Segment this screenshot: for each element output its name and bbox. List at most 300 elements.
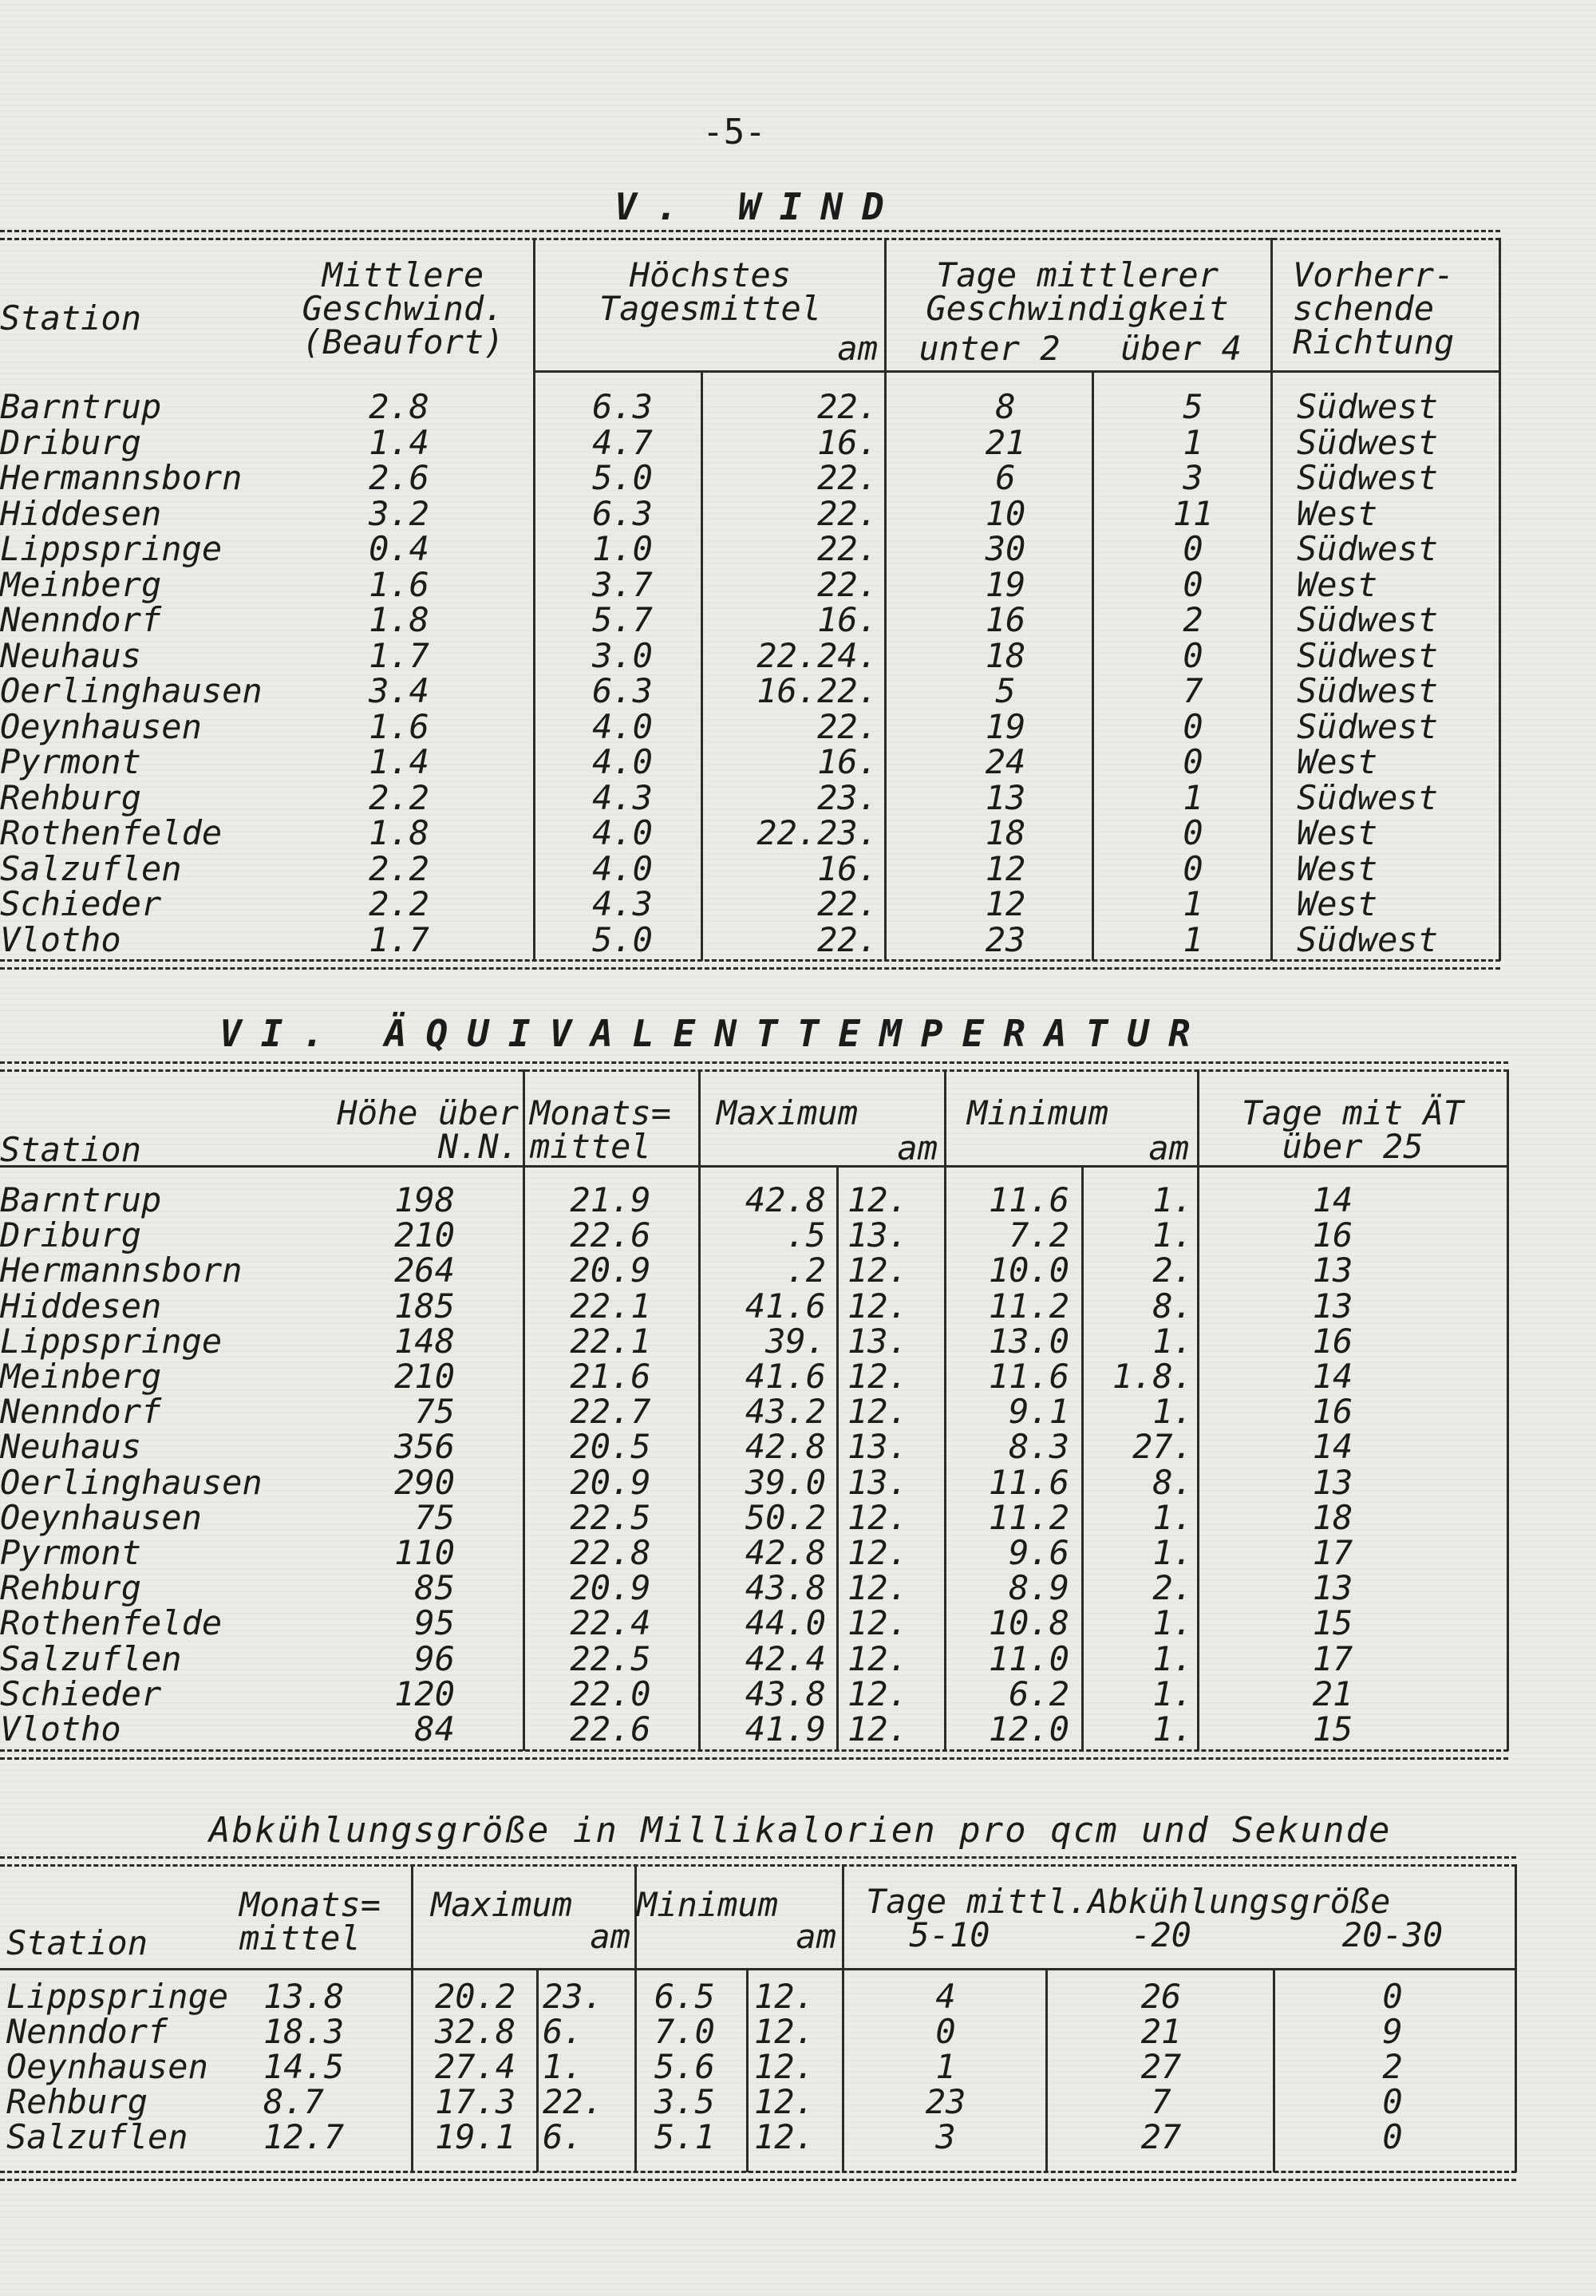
temp-cell-days: 13	[1312, 1286, 1353, 1326]
temp-cell-station: Vlotho	[0, 1709, 121, 1749]
temp-col-divider	[944, 1069, 946, 1751]
temp-cell-mean: 22.1	[570, 1286, 651, 1326]
cooling-cell-r3: 0	[1382, 1977, 1403, 2016]
wind-cell-mean: 1.8	[369, 600, 429, 639]
temp-cell-h: 264	[394, 1251, 455, 1290]
temp-cell-h: 148	[394, 1321, 455, 1361]
cooling-bottom-rule	[0, 2171, 1516, 2181]
wind-cell-max: 3.7	[592, 564, 653, 604]
temp-cell-h: 95	[414, 1603, 455, 1643]
wind-cell-max: 4.0	[592, 848, 653, 888]
temp-cell-station: Rehburg	[0, 1568, 142, 1608]
temp-cell-max_am: 12.	[847, 1251, 908, 1290]
wind-cell-mean: 1.4	[369, 742, 429, 781]
wind-cell-u2: 18	[985, 813, 1026, 852]
temp-header-height: Höhe über N.N.	[337, 1093, 519, 1166]
wind-cell-am: 16.	[817, 848, 878, 888]
temp-cell-days: 13	[1312, 1568, 1353, 1608]
wind-cell-mean: 2.2	[369, 848, 429, 888]
wind-cell-station: Hermannsborn	[0, 458, 243, 497]
wind-header-under-2: unter 2	[918, 329, 1061, 368]
temp-cell-max_am: 12.	[847, 1533, 908, 1572]
wind-cell-max: 4.3	[592, 884, 653, 923]
temp-cell-max_am: 12.	[847, 1180, 908, 1219]
wind-cell-mean: 1.6	[369, 564, 429, 604]
wind-cell-u2: 19	[985, 706, 1026, 746]
temp-cell-mean: 22.0	[570, 1674, 651, 1713]
wind-header-over-4: über 4	[1120, 329, 1242, 368]
temp-cell-days: 15	[1312, 1709, 1353, 1749]
temp-cell-days: 18	[1312, 1497, 1353, 1537]
temp-cell-days: 16	[1312, 1215, 1353, 1255]
temp-cell-days: 13	[1312, 1462, 1353, 1502]
cooling-cell-mean: 18.3	[263, 2012, 345, 2051]
cooling-header-monthly-mean: Monats= mittel	[239, 1885, 381, 1958]
temp-cell-station: Oeynhausen	[0, 1497, 202, 1537]
wind-cell-max: 4.7	[592, 422, 653, 462]
wind-cell-max: 1.0	[592, 529, 653, 568]
temp-cell-h: 75	[414, 1392, 455, 1432]
temp-cell-station: Hermannsborn	[0, 1251, 243, 1290]
wind-cell-o4: 0	[1183, 529, 1203, 568]
temp-cell-days: 13	[1312, 1251, 1353, 1290]
wind-col-divider	[533, 238, 535, 961]
temp-cell-days: 16	[1312, 1392, 1353, 1432]
wind-header-station: Station	[0, 298, 142, 338]
temp-col-divider	[836, 1167, 839, 1751]
temp-cell-min: 13.0	[988, 1321, 1069, 1361]
cooling-header-maximum: Maximum	[431, 1885, 573, 1924]
wind-col-divider	[884, 238, 887, 961]
page-number: -5-	[702, 112, 766, 152]
cooling-cell-r1: 0	[935, 2012, 956, 2051]
temp-cell-mean: 20.5	[570, 1427, 651, 1467]
wind-cell-dir: Südwest	[1297, 671, 1439, 710]
wind-cell-station: Salzuflen	[0, 848, 182, 888]
wind-cell-u2: 10	[985, 493, 1026, 533]
temp-cell-station: Salzuflen	[0, 1638, 182, 1678]
temp-cell-mean: 22.6	[570, 1709, 651, 1749]
cooling-col-divider	[536, 1970, 539, 2172]
temp-cell-max: 41.6	[745, 1357, 826, 1396]
temp-cell-max_am: 12.	[847, 1638, 908, 1678]
wind-cell-dir: Südwest	[1297, 529, 1439, 568]
wind-col-divider	[1499, 238, 1501, 961]
temp-cell-min_am: 27.	[1132, 1427, 1193, 1467]
temp-cell-mean: 22.6	[570, 1215, 651, 1255]
temp-cell-min: 11.2	[988, 1286, 1069, 1326]
temp-cell-station: Hiddesen	[0, 1286, 162, 1326]
wind-cell-station: Pyrmont	[0, 742, 142, 781]
cooling-cell-mean: 8.7	[263, 2082, 324, 2121]
wind-cell-max: 5.0	[592, 919, 653, 959]
temp-cell-h: 185	[394, 1286, 455, 1326]
cooling-header-days-mean: Tage mittl.Abkühlungsgröße	[866, 1882, 1391, 1921]
cooling-cell-max_am: 22.	[543, 2082, 603, 2121]
wind-cell-u2: 12	[985, 884, 1026, 923]
temp-col-divider	[1081, 1167, 1084, 1751]
cooling-cell-station: Oeynhausen	[6, 2047, 208, 2086]
temp-cell-mean: 22.4	[570, 1603, 651, 1643]
temp-cell-max: 44.0	[745, 1603, 826, 1643]
temp-header-maximum-am: am	[897, 1128, 938, 1168]
wind-cell-u2: 6	[995, 458, 1016, 497]
wind-cell-am: 22.	[817, 493, 878, 533]
wind-cell-station: Lippspringe	[0, 529, 223, 568]
wind-cell-station: Barntrup	[0, 387, 162, 426]
wind-cell-am: 22.	[817, 387, 878, 426]
wind-cell-am: 22.	[817, 529, 878, 568]
wind-cell-station: Nenndorf	[0, 600, 162, 639]
wind-header-max-daily: Höchstes Tagesmittel	[598, 255, 822, 328]
temp-header-monthly-mean: Monats= mittel	[530, 1093, 672, 1166]
cooling-cell-r3: 2	[1382, 2047, 1403, 2086]
temp-cell-days: 14	[1312, 1357, 1353, 1396]
temp-cell-days: 21	[1312, 1674, 1353, 1713]
wind-cell-dir: Südwest	[1297, 635, 1439, 675]
wind-cell-dir: Südwest	[1297, 458, 1439, 497]
cooling-cell-min_am: 12.	[754, 2047, 815, 2086]
temp-cell-min: 8.3	[1009, 1427, 1069, 1467]
temp-cell-days: 14	[1312, 1427, 1353, 1467]
temp-header-maximum: Maximum	[717, 1093, 859, 1132]
cooling-cell-r2: 27	[1140, 2117, 1182, 2156]
cooling-cell-r2: 27	[1140, 2047, 1182, 2086]
wind-cell-dir: West	[1297, 884, 1378, 923]
temp-cell-min: 11.6	[988, 1180, 1069, 1219]
wind-cell-mean: 0.4	[369, 529, 429, 568]
wind-cell-am: 16.22.	[757, 671, 878, 710]
wind-cell-dir: West	[1297, 564, 1378, 604]
wind-cell-am: 22.	[817, 884, 878, 923]
temp-cell-h: 84	[414, 1709, 455, 1749]
temp-cell-station: Nenndorf	[0, 1392, 162, 1432]
wind-cell-am: 16.	[817, 422, 878, 462]
wind-cell-mean: 2.8	[369, 387, 429, 426]
cooling-cell-r1: 4	[935, 1977, 956, 2016]
temp-cell-min_am: 1.	[1152, 1392, 1193, 1432]
cooling-cell-min: 7.0	[654, 2012, 715, 2051]
wind-cell-mean: 3.4	[369, 671, 429, 710]
wind-col-divider	[1270, 238, 1273, 961]
wind-cell-o4: 1	[1183, 422, 1203, 462]
temp-cell-min: 7.2	[1009, 1215, 1069, 1255]
temp-cell-max_am: 12.	[847, 1286, 908, 1326]
cooling-cell-r2: 7	[1151, 2082, 1171, 2121]
wind-cell-am: 16.	[817, 600, 878, 639]
wind-cell-am: 22.24.	[757, 635, 878, 675]
cooling-header-minimum-am: am	[796, 1917, 836, 1956]
cooling-cell-min: 5.6	[654, 2047, 715, 2086]
cooling-cell-mean: 14.5	[263, 2047, 345, 2086]
temp-cell-mean: 22.5	[570, 1638, 651, 1678]
cooling-cell-max_am: 6.	[543, 2117, 583, 2156]
wind-cell-station: Oerlinghausen	[0, 671, 263, 710]
temp-cell-max_am: 13.	[847, 1427, 908, 1467]
wind-cell-max: 4.0	[592, 706, 653, 746]
wind-cell-u2: 23	[985, 919, 1026, 959]
temp-cell-min: 9.1	[1009, 1392, 1069, 1432]
wind-header-max-daily-am: am	[837, 329, 878, 368]
wind-header-mean-speed: Mittlere Geschwind. (Beaufort)	[302, 255, 504, 362]
temp-section-title: VI. ÄQUIVALENTTEMPERATUR	[219, 1012, 1210, 1055]
temp-cell-min: 10.8	[988, 1603, 1069, 1643]
temp-cell-min_am: 8.	[1152, 1462, 1193, 1502]
wind-cell-u2: 24	[985, 742, 1026, 781]
temp-cell-min: 11.2	[988, 1497, 1069, 1537]
wind-cell-station: Driburg	[0, 422, 142, 462]
temp-cell-h: 210	[394, 1215, 455, 1255]
wind-cell-max: 6.3	[592, 493, 653, 533]
temp-cell-min_am: 1.	[1152, 1674, 1193, 1713]
wind-cell-station: Rothenfelde	[0, 813, 223, 852]
temp-cell-max_am: 12.	[847, 1674, 908, 1713]
temp-cell-mean: 22.7	[570, 1392, 651, 1432]
wind-cell-dir: Südwest	[1297, 422, 1439, 462]
cooling-col-divider	[1273, 1970, 1275, 2172]
temp-cell-station: Rothenfelde	[0, 1603, 223, 1643]
temp-header-days-with: Tage mit ÄT über 25	[1241, 1093, 1464, 1166]
temp-cell-mean: 20.9	[570, 1251, 651, 1290]
temp-cell-max: 41.6	[745, 1286, 826, 1326]
wind-cell-max: 3.0	[592, 635, 653, 675]
wind-cell-u2: 5	[995, 671, 1016, 710]
temp-cell-min: 11.6	[988, 1462, 1069, 1502]
temp-cell-max: 43.8	[745, 1568, 826, 1608]
temp-cell-min: 10.0	[988, 1251, 1069, 1290]
wind-cell-o4: 0	[1183, 564, 1203, 604]
cooling-header-range-3: 20-30	[1341, 1915, 1444, 1954]
temp-cell-h: 356	[394, 1427, 455, 1467]
wind-cell-o4: 0	[1183, 813, 1203, 852]
cooling-section-title: Abkühlungsgröße in Millikalorien pro qcm und Sekunde	[209, 1810, 1392, 1851]
wind-cell-u2: 8	[995, 387, 1016, 426]
wind-cell-o4: 0	[1183, 706, 1203, 746]
temp-cell-days: 16	[1312, 1321, 1353, 1361]
wind-cell-dir: West	[1297, 493, 1378, 533]
wind-header-prevailing: Vorherr- schende Richtung	[1293, 255, 1455, 362]
wind-cell-station: Hiddesen	[0, 493, 162, 533]
temp-header-minimum: Minimum	[967, 1093, 1109, 1132]
cooling-cell-r3: 0	[1382, 2117, 1403, 2156]
temp-cell-max: 42.8	[745, 1427, 826, 1467]
wind-cell-am: 22.	[817, 706, 878, 746]
wind-cell-mean: 3.2	[369, 493, 429, 533]
wind-cell-o4: 3	[1183, 458, 1203, 497]
temp-cell-max: 41.9	[745, 1709, 826, 1749]
wind-cell-mean: 2.6	[369, 458, 429, 497]
cooling-cell-max_am: 23.	[543, 1977, 603, 2016]
wind-cell-dir: Südwest	[1297, 706, 1439, 746]
cooling-cell-r2: 26	[1140, 1977, 1182, 2016]
temp-cell-station: Oerlinghausen	[0, 1462, 263, 1502]
wind-cell-o4: 7	[1183, 671, 1203, 710]
temp-cell-days: 17	[1312, 1533, 1353, 1572]
cooling-cell-min: 3.5	[654, 2082, 715, 2121]
wind-header-days-mean-speed: Tage mittlerer Geschwindigkeit	[926, 255, 1229, 328]
temp-cell-max: .5	[785, 1215, 826, 1255]
temp-cell-max: 42.8	[745, 1533, 826, 1572]
temp-cell-max: 39.0	[745, 1462, 826, 1502]
wind-cell-am: 22.23.	[757, 813, 878, 852]
temp-cell-min_am: 1.	[1152, 1497, 1193, 1537]
temp-cell-mean: 22.1	[570, 1321, 651, 1361]
wind-cell-o4: 5	[1183, 387, 1203, 426]
cooling-cell-mean: 12.7	[263, 2117, 345, 2156]
cooling-cell-max: 17.3	[435, 2082, 516, 2121]
temp-cell-min_am: 1.	[1152, 1638, 1193, 1678]
cooling-cell-r1: 23	[925, 2082, 966, 2121]
cooling-cell-max: 19.1	[435, 2117, 516, 2156]
cooling-cell-mean: 13.8	[263, 1977, 345, 2016]
temp-cell-h: 96	[414, 1638, 455, 1678]
wind-cell-dir: Südwest	[1297, 387, 1439, 426]
wind-cell-am: 22.	[817, 564, 878, 604]
temp-col-divider	[1197, 1069, 1199, 1751]
temp-cell-max: 42.8	[745, 1180, 826, 1219]
cooling-cell-station: Salzuflen	[6, 2117, 188, 2156]
temp-cell-min_am: 1.	[1152, 1215, 1193, 1255]
temp-cell-mean: 22.5	[570, 1497, 651, 1537]
cooling-cell-r3: 0	[1382, 2082, 1403, 2121]
temp-cell-max_am: 12.	[847, 1603, 908, 1643]
temp-cell-min_am: 1.	[1152, 1321, 1193, 1361]
wind-cell-dir: Südwest	[1297, 777, 1439, 817]
wind-section-title: V. WIND	[614, 185, 903, 228]
cooling-cell-station: Lippspringe	[6, 1977, 229, 2016]
wind-cell-u2: 19	[985, 564, 1026, 604]
cooling-cell-min_am: 12.	[754, 2082, 815, 2121]
cooling-header-range-2: -20	[1131, 1915, 1191, 1954]
cooling-cell-r2: 21	[1140, 2012, 1182, 2051]
wind-cell-station: Vlotho	[0, 919, 121, 959]
temp-cell-h: 290	[394, 1462, 455, 1502]
wind-cell-dir: Südwest	[1297, 600, 1439, 639]
wind-bottom-rule	[0, 959, 1500, 970]
cooling-col-divider	[842, 1864, 844, 2172]
cooling-cell-max_am: 6.	[543, 2012, 583, 2051]
wind-cell-mean: 1.8	[369, 813, 429, 852]
cooling-col-divider	[411, 1864, 413, 2172]
wind-cell-o4: 0	[1183, 742, 1203, 781]
wind-cell-am: 22.	[817, 458, 878, 497]
cooling-header-station: Station	[6, 1923, 148, 1962]
wind-cell-o4: 2	[1183, 600, 1203, 639]
temp-cell-max: .2	[785, 1251, 826, 1290]
cooling-cell-max: 27.4	[435, 2047, 516, 2086]
wind-cell-o4: 0	[1183, 635, 1203, 675]
temp-cell-min_am: 1.8.	[1112, 1357, 1193, 1396]
wind-cell-max: 5.7	[592, 600, 653, 639]
temp-cell-min_am: 1.	[1152, 1709, 1193, 1749]
wind-cell-station: Rehburg	[0, 777, 142, 817]
cooling-cell-min_am: 12.	[754, 2012, 815, 2051]
wind-top-rule	[0, 230, 1500, 240]
temp-cell-max: 43.8	[745, 1674, 826, 1713]
cooling-cell-max: 32.8	[435, 2012, 516, 2051]
cooling-col-divider	[1045, 1970, 1048, 2172]
temp-top-rule	[0, 1061, 1508, 1072]
temp-cell-max_am: 13.	[847, 1215, 908, 1255]
wind-cell-station: Meinberg	[0, 564, 162, 604]
wind-cell-am: 23.	[817, 777, 878, 817]
temp-cell-min_am: 1.	[1152, 1533, 1193, 1572]
temp-cell-min: 8.9	[1009, 1568, 1069, 1608]
temp-cell-station: Barntrup	[0, 1180, 162, 1219]
cooling-header-range-1: 5-10	[909, 1915, 990, 1954]
cooling-cell-min: 5.1	[654, 2117, 715, 2156]
wind-cell-max: 4.0	[592, 813, 653, 852]
temp-header-minimum-am: am	[1148, 1128, 1189, 1168]
temp-cell-h: 210	[394, 1357, 455, 1396]
wind-cell-mean: 2.2	[369, 777, 429, 817]
wind-cell-o4: 1	[1183, 777, 1203, 817]
temp-cell-min: 9.6	[1009, 1533, 1069, 1572]
temp-cell-station: Driburg	[0, 1215, 142, 1255]
temp-cell-min: 11.6	[988, 1357, 1069, 1396]
wind-cell-dir: Südwest	[1297, 919, 1439, 959]
wind-cell-u2: 30	[985, 529, 1026, 568]
wind-cell-station: Neuhaus	[0, 635, 142, 675]
cooling-cell-min_am: 12.	[754, 1977, 815, 2016]
temp-cell-max: 50.2	[745, 1497, 826, 1537]
wind-cell-u2: 12	[985, 848, 1026, 888]
wind-cell-mean: 1.7	[369, 919, 429, 959]
cooling-cell-station: Rehburg	[6, 2082, 148, 2121]
cooling-cell-max: 20.2	[435, 1977, 516, 2016]
temp-cell-mean: 22.8	[570, 1533, 651, 1572]
cooling-cell-min_am: 12.	[754, 2117, 815, 2156]
wind-cell-max: 6.3	[592, 671, 653, 710]
temp-cell-min_am: 2.	[1152, 1251, 1193, 1290]
temp-col-divider	[1507, 1069, 1509, 1751]
temp-cell-mean: 20.9	[570, 1568, 651, 1608]
wind-cell-max: 6.3	[592, 387, 653, 426]
cooling-col-divider	[1515, 1864, 1517, 2172]
temp-header-station: Station	[0, 1130, 142, 1169]
wind-cell-am: 22.	[817, 919, 878, 959]
cooling-cell-r3: 9	[1382, 2012, 1403, 2051]
temp-cell-h: 120	[394, 1674, 455, 1713]
temp-cell-min: 12.0	[988, 1709, 1069, 1749]
temp-cell-days: 14	[1312, 1180, 1353, 1219]
temp-cell-mean: 21.9	[570, 1180, 651, 1219]
temp-cell-min: 6.2	[1009, 1674, 1069, 1713]
temp-cell-h: 198	[394, 1180, 455, 1219]
cooling-cell-min: 6.5	[654, 1977, 715, 2016]
wind-cell-o4: 1	[1183, 919, 1203, 959]
temp-cell-station: Lippspringe	[0, 1321, 223, 1361]
temp-cell-max_am: 12.	[847, 1357, 908, 1396]
cooling-header-minimum: Minimum	[637, 1885, 779, 1924]
temp-cell-h: 75	[414, 1497, 455, 1537]
temp-cell-max: 39.	[765, 1321, 826, 1361]
temp-cell-min_am: 8.	[1152, 1286, 1193, 1326]
temp-cell-max_am: 13.	[847, 1462, 908, 1502]
cooling-cell-r1: 3	[935, 2117, 956, 2156]
cooling-cell-station: Nenndorf	[6, 2012, 168, 2051]
wind-cell-max: 5.0	[592, 458, 653, 497]
wind-cell-u2: 21	[985, 422, 1026, 462]
cooling-col-divider	[746, 1970, 749, 2172]
temp-col-divider	[698, 1069, 701, 1751]
wind-cell-mean: 1.6	[369, 706, 429, 746]
cooling-header-rule	[0, 1968, 1516, 1970]
wind-cell-am: 16.	[817, 742, 878, 781]
temp-cell-mean: 20.9	[570, 1462, 651, 1502]
temp-cell-max: 42.4	[745, 1638, 826, 1678]
wind-cell-o4: 11	[1172, 493, 1214, 533]
